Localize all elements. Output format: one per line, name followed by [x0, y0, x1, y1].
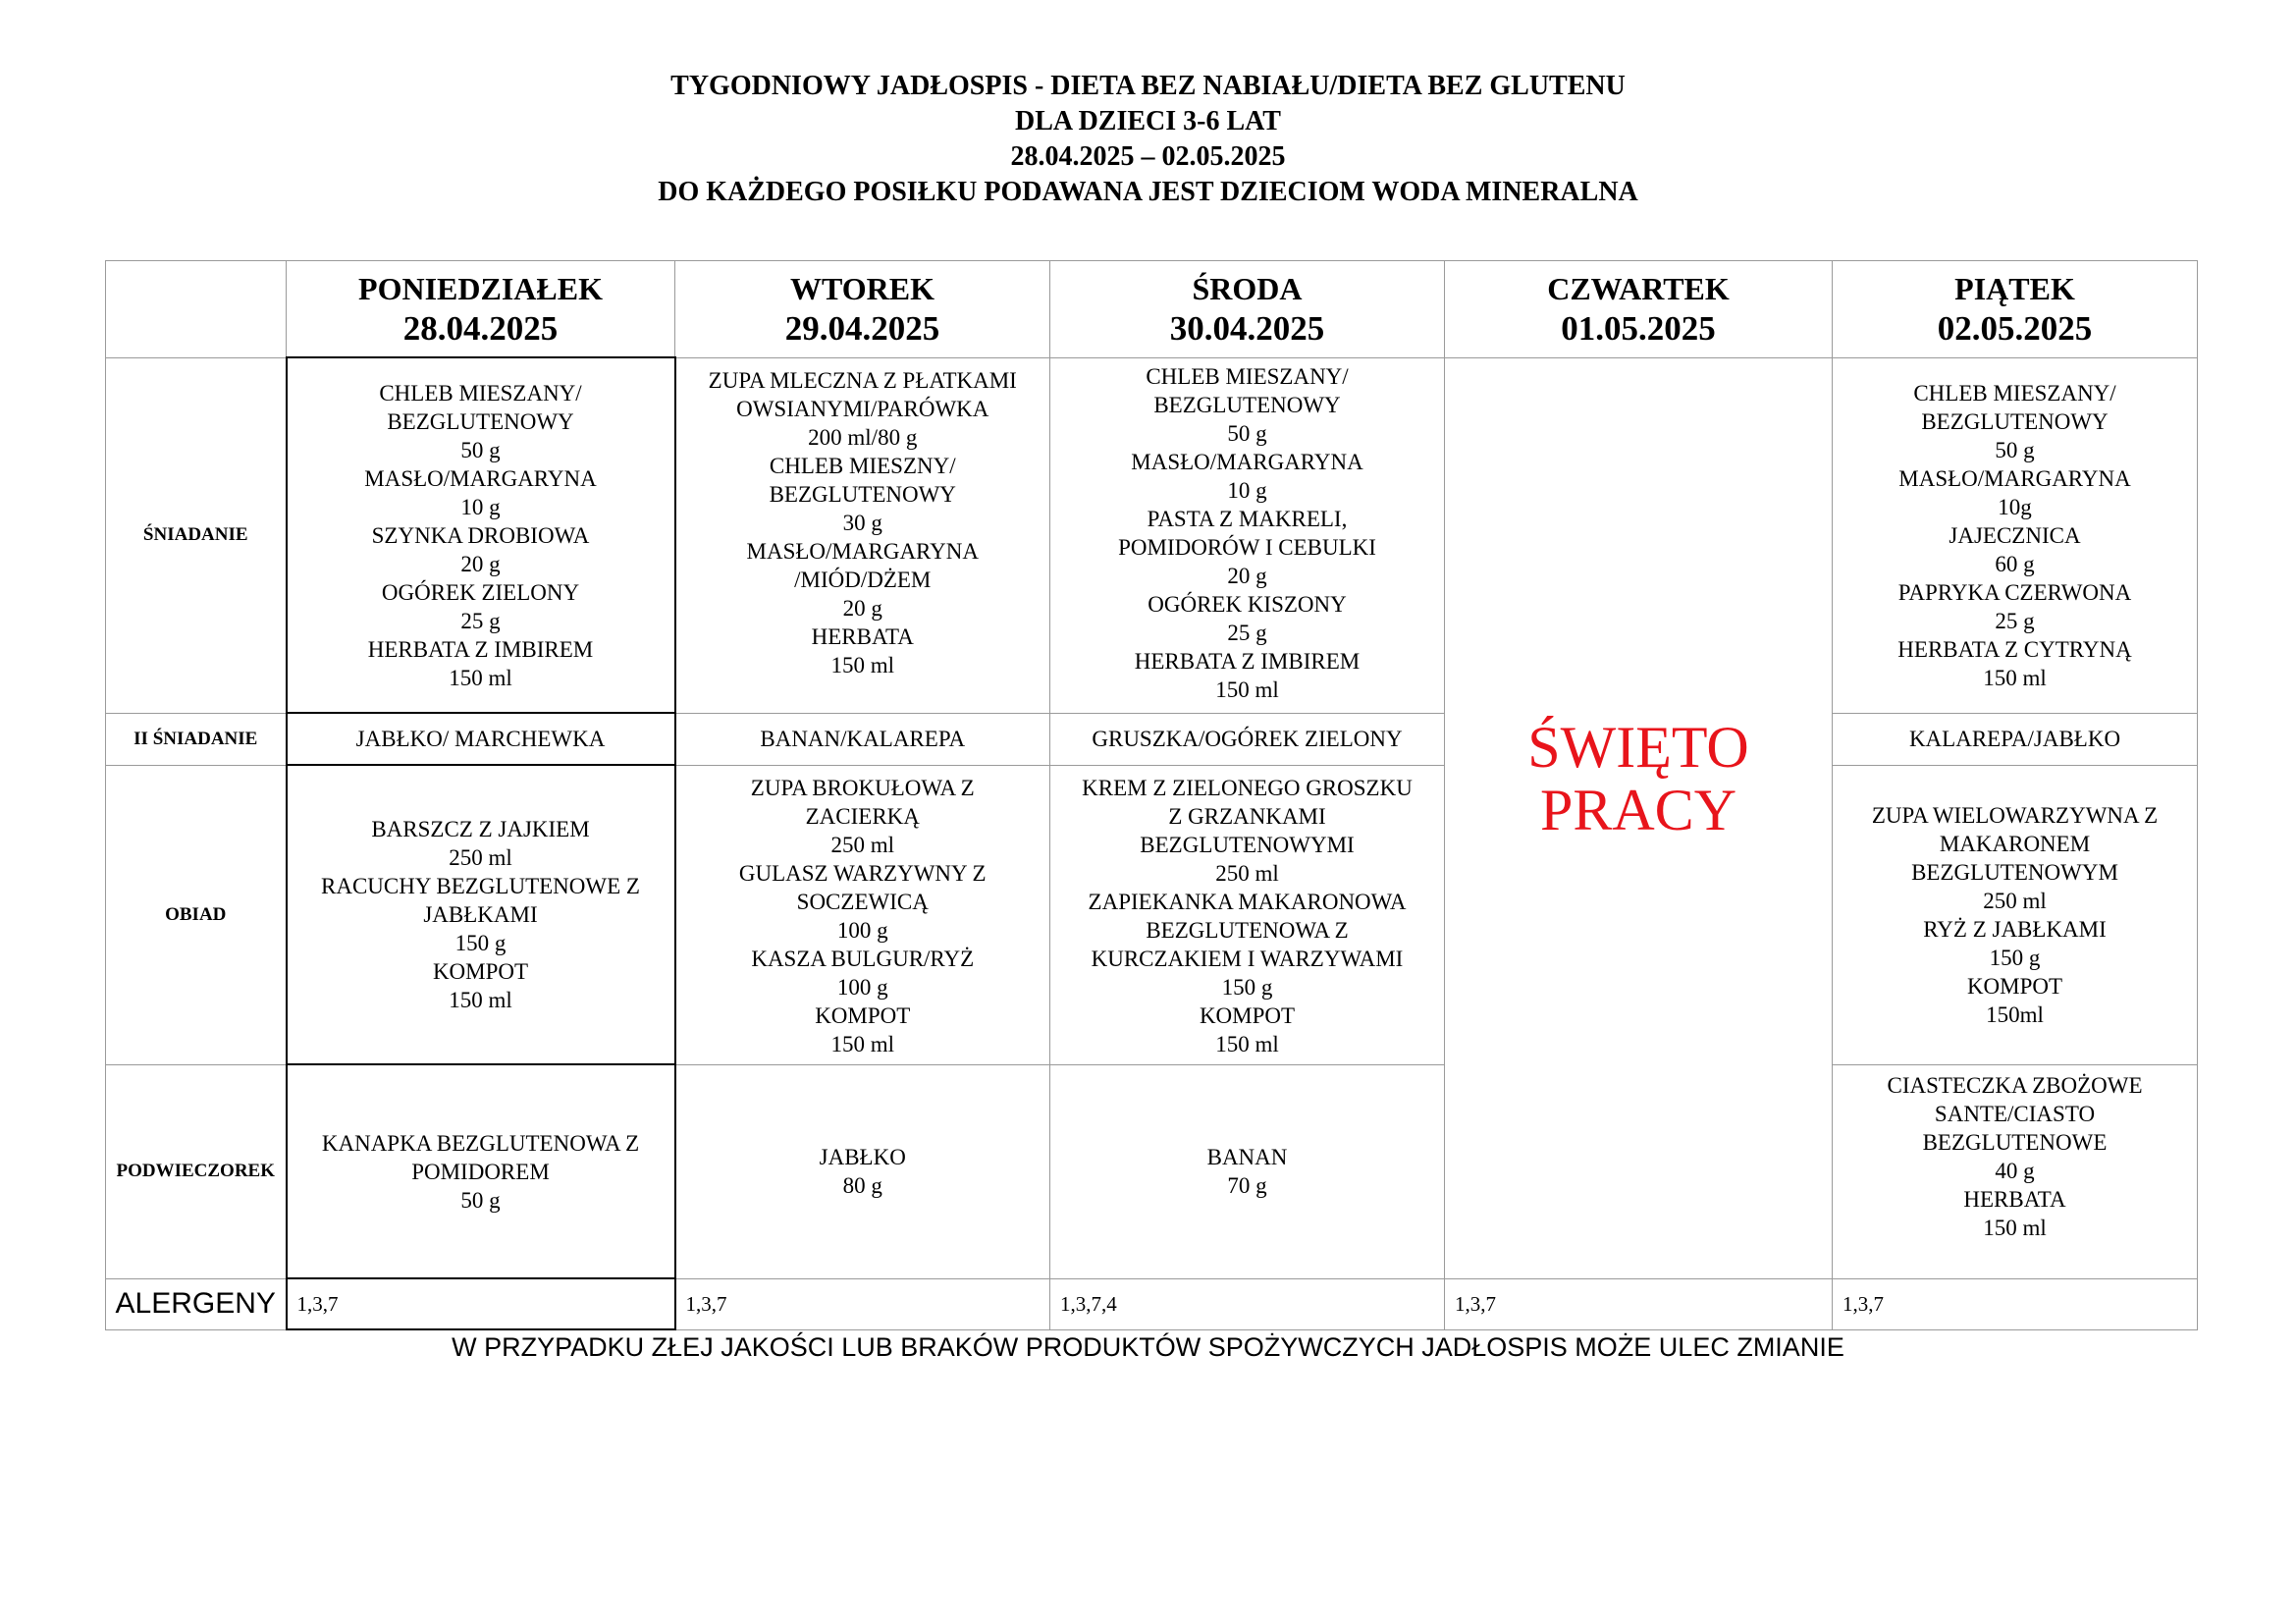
menu-line: 250 ml — [830, 832, 895, 857]
cell-sniadanie-tuesday — [675, 357, 1050, 713]
menu-line: 150 g — [1221, 974, 1273, 1000]
row-sniadanie — [106, 357, 2198, 713]
menu-line: 25 g — [1995, 608, 2035, 633]
menu-line: KOMPOT — [432, 959, 529, 984]
cell-alergeny-tuesday: 1,3,7 — [675, 1278, 1050, 1329]
menu-line: 10g — [1998, 494, 2032, 519]
menu-line: OWSIANYMI/PARÓWKA — [736, 396, 989, 421]
day-name: ŚRODA — [1192, 270, 1303, 306]
menu-line: 250 ml — [449, 845, 512, 870]
menu-line: BANAN — [1206, 1145, 1288, 1169]
menu-line: HERBATA — [811, 623, 914, 649]
meal-label-alergeny: ALERGENY — [106, 1278, 287, 1329]
menu-line: 150 g — [1989, 945, 2041, 970]
menu-line: MASŁO/MARGARYNA — [746, 538, 979, 564]
menu-line: JAJECZNICA — [1949, 522, 2081, 548]
day-name: PONIEDZIAŁEK — [358, 270, 603, 306]
menu-line: CHLEB MIESZANY/ — [379, 380, 582, 406]
menu-line: GULASZ WARZYWNY Z — [738, 860, 987, 886]
menu-line: ZUPA BROKUŁOWA Z — [750, 775, 975, 800]
cell-alergeny-friday: 1,3,7 — [1833, 1278, 2198, 1329]
day-date: 02.05.2025 — [1937, 308, 2093, 348]
menu-line: HERBATA Z CYTRYNĄ — [1897, 636, 2132, 662]
menu-line: ZUPA WIELOWARZYWNA Z — [1871, 802, 2159, 828]
menu-line: 20 g — [842, 595, 882, 621]
cell-alergeny-monday: 1,3,7 — [287, 1278, 675, 1329]
title-line-4: DO KAŻDEGO POSIŁKU PODAWANA JEST DZIECIOM WODA MINERALNA — [658, 177, 1638, 207]
cell-podwieczorek-monday — [287, 1064, 675, 1278]
cell-obiad-wednesday — [1050, 765, 1445, 1064]
cell-sniadanie2-tuesday: BANAN/KALAREPA — [675, 713, 1050, 765]
menu-line: ZACIERKĄ — [805, 803, 920, 829]
menu-line: BEZGLUTENOWY — [769, 481, 956, 507]
cell-obiad-monday — [287, 765, 675, 1064]
menu-line: CIASTECZKA ZBOŻOWE — [1887, 1072, 2143, 1098]
day-name: CZWARTEK — [1547, 270, 1730, 306]
menu-line: HERBATA Z IMBIREM — [367, 636, 594, 662]
menu-line: KURCZAKIEM I WARZYWAMI — [1091, 946, 1404, 971]
corner-cell — [106, 261, 287, 358]
menu-line: 50 g — [1995, 437, 2035, 462]
row-podwieczorek — [106, 1064, 2198, 1278]
cell-holiday-thursday — [1445, 357, 1833, 1278]
menu-line: JABŁKO — [819, 1145, 906, 1169]
menu-line: 40 g — [1995, 1158, 2035, 1183]
menu-line: 250 ml — [1215, 860, 1279, 886]
menu-line: BEZGLUTENOWY — [1921, 408, 2109, 434]
menu-line: 10 g — [460, 494, 501, 519]
menu-line: 10 g — [1227, 477, 1267, 503]
menu-line: 100 g — [836, 974, 888, 1000]
menu-line: PASTA Z MAKRELI, — [1147, 506, 1348, 531]
menu-line: 150 ml — [449, 988, 512, 1012]
menu-line: 150 ml — [1215, 1031, 1279, 1056]
title-line-1: TYGODNIOWY JADŁOSPIS - DIETA BEZ NABIAŁU/DIETA BEZ GLUTENU — [670, 71, 1626, 101]
menu-line: 150ml — [1986, 1001, 2044, 1027]
menu-line: 150 ml — [1215, 677, 1279, 702]
cell-sniadanie-wednesday — [1050, 357, 1445, 713]
menu-line: /MIÓD/DŻEM — [794, 567, 932, 592]
meal-label-sniadanie: ŚNIADANIE — [106, 357, 287, 713]
menu-line: 100 g — [836, 917, 888, 943]
menu-line: RACUCHY BEZGLUTENOWE Z — [321, 874, 640, 898]
cell-podwieczorek-friday — [1833, 1064, 2198, 1278]
title-line-3: 28.04.2025 – 02.05.2025 — [1010, 141, 1286, 172]
menu-line: MAKARONEM — [1939, 831, 2091, 856]
cell-obiad-friday — [1833, 765, 2198, 1064]
menu-line: 70 g — [1227, 1173, 1267, 1198]
menu-line: BEZGLUTENOWA Z — [1146, 917, 1349, 943]
day-name: PIĄTEK — [1954, 270, 2075, 306]
menu-line: BARSZCZ Z JAJKIEM — [371, 817, 590, 841]
menu-line: POMIDOREM — [411, 1159, 550, 1184]
menu-line: 250 ml — [1983, 888, 2047, 913]
meal-label-podwieczorek: PODWIECZOREK — [106, 1064, 287, 1278]
meal-label-sniadanie2: II ŚNIADANIE — [106, 713, 287, 765]
menu-line: ZUPA MLECZNA Z PŁATKAMI — [708, 367, 1017, 393]
header-row — [106, 261, 2198, 358]
menu-line: 50 g — [460, 1187, 501, 1213]
menu-line: SANTE/CIASTO — [1934, 1101, 2096, 1126]
menu-line: RYŻ Z JABŁKAMI — [1923, 916, 2107, 942]
menu-line: 25 g — [1227, 620, 1267, 645]
menu-line: MASŁO/MARGARYNA — [364, 465, 597, 491]
menu-line: OGÓREK ZIELONY — [381, 579, 580, 605]
menu-line: BEZGLUTENOWY — [387, 408, 574, 434]
menu-line: Z GRZANKAMI — [1168, 803, 1326, 829]
cell-sniadanie2-friday: KALAREPA/JABŁKO — [1833, 713, 2198, 765]
cell-sniadanie-monday — [287, 357, 675, 713]
meal-label-obiad: OBIAD — [106, 765, 287, 1064]
menu-line: 30 g — [842, 510, 882, 535]
menu-line: 20 g — [460, 551, 501, 576]
day-header-tuesday — [675, 261, 1050, 358]
menu-line: BEZGLUTENOWY — [1153, 392, 1341, 417]
menu-line: KOMPOT — [1966, 973, 2063, 999]
menu-line: BEZGLUTENOWYM — [1911, 859, 2118, 885]
menu-line: ZAPIEKANKA MAKARONOWA — [1088, 889, 1407, 914]
menu-line: 50 g — [1227, 420, 1267, 446]
footer-note: W PRZYPADKU ZŁEJ JAKOŚCI LUB BRAKÓW PRODUKTÓW SPOŻYWCZYCH JADŁOSPIS MOŻE ULEC ZMIANIE — [452, 1332, 1844, 1362]
day-date: 30.04.2025 — [1169, 308, 1325, 348]
menu-line: BEZGLUTENOWE — [1922, 1129, 2108, 1155]
menu-line: CHLEB MIESZANY/ — [1913, 380, 2116, 406]
menu-line: HERBATA — [1963, 1186, 2066, 1212]
menu-line: CHLEB MIESZNY/ — [769, 453, 956, 478]
menu-line: POMIDORÓW I CEBULKI — [1118, 534, 1376, 560]
menu-line: 25 g — [460, 608, 501, 633]
menu-line: OGÓREK KISZONY — [1148, 591, 1347, 617]
cell-alergeny-thursday: 1,3,7 — [1445, 1278, 1833, 1329]
menu-line: 80 g — [842, 1173, 882, 1198]
day-header-thursday — [1445, 261, 1833, 358]
menu-line: CHLEB MIESZANY/ — [1146, 363, 1349, 389]
menu-line: 50 g — [460, 437, 501, 462]
title-line-2: DLA DZIECI 3-6 LAT — [1015, 106, 1281, 136]
menu-line: 150 g — [454, 931, 507, 955]
cell-sniadanie-friday — [1833, 357, 2198, 713]
day-date: 28.04.2025 — [402, 308, 559, 348]
day-name: WTOREK — [790, 270, 934, 306]
menu-line: 150 ml — [1983, 1215, 2047, 1240]
menu-line: SZYNKA DROBIOWA — [371, 522, 590, 548]
menu-line: MASŁO/MARGARYNA — [1131, 449, 1363, 474]
menu-line: JABŁKAMI — [423, 902, 538, 927]
menu-line: HERBATA Z IMBIREM — [1134, 648, 1361, 674]
day-header-monday — [287, 261, 675, 358]
menu-line: 60 g — [1995, 551, 2035, 576]
row-alergeny — [106, 1278, 2198, 1329]
cell-podwieczorek-wednesday — [1050, 1064, 1445, 1278]
row-obiad — [106, 765, 2198, 1064]
menu-line: MASŁO/MARGARYNA — [1898, 465, 2131, 491]
row-sniadanie2 — [106, 713, 2198, 765]
day-header-wednesday — [1050, 261, 1445, 358]
menu-line: 20 g — [1227, 563, 1267, 588]
menu-table — [105, 260, 2198, 1330]
day-date: 29.04.2025 — [784, 308, 940, 348]
menu-line: 200 ml/80 g — [808, 424, 918, 450]
day-header-friday — [1833, 261, 2198, 358]
menu-line: 150 ml — [830, 652, 895, 677]
menu-line: SOCZEWICĄ — [796, 889, 929, 914]
menu-line: PAPRYKA CZERWONA — [1897, 579, 2132, 605]
holiday-line-2: PRACY — [1539, 778, 1737, 842]
cell-obiad-tuesday — [675, 765, 1050, 1064]
menu-line: KOMPOT — [815, 1002, 911, 1028]
menu-line: 150 ml — [449, 665, 512, 690]
menu-line: BEZGLUTENOWYMI — [1140, 832, 1355, 857]
menu-line: 150 ml — [830, 1031, 895, 1056]
menu-line: 150 ml — [1983, 665, 2047, 690]
menu-line: KASZA BULGUR/RYŻ — [751, 946, 975, 971]
day-date: 01.05.2025 — [1561, 308, 1716, 348]
menu-line: KANAPKA BEZGLUTENOWA Z — [321, 1130, 640, 1156]
cell-sniadanie2-wednesday: GRUSZKA/OGÓREK ZIELONY — [1050, 713, 1445, 765]
document-title — [0, 69, 2296, 210]
menu-line: KOMPOT — [1199, 1002, 1296, 1028]
holiday-line-1: ŚWIĘTO — [1527, 715, 1749, 780]
menu-line: KREM Z ZIELONEGO GROSZKU — [1082, 775, 1413, 800]
cell-sniadanie2-monday: JABŁKO/ MARCHEWKA — [287, 713, 675, 765]
cell-alergeny-wednesday: 1,3,7,4 — [1050, 1278, 1445, 1329]
cell-podwieczorek-tuesday — [675, 1064, 1050, 1278]
